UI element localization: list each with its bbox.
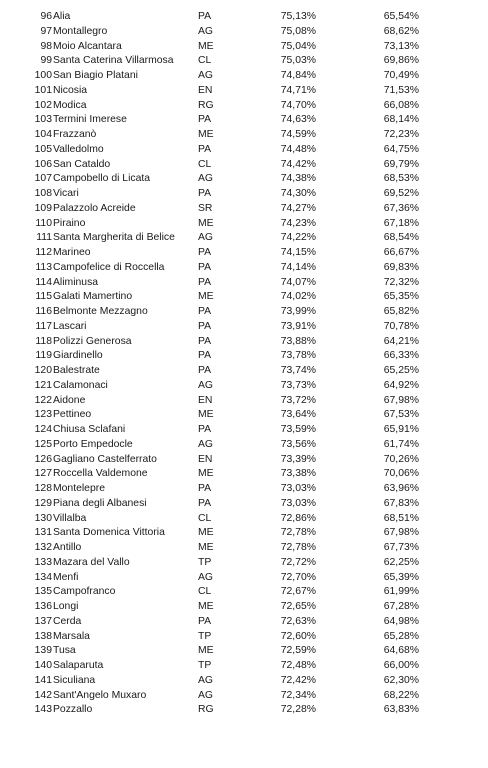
percentage-1-cell: 73,64% xyxy=(280,409,316,421)
percentage-2-cell: 73,13% xyxy=(383,40,419,52)
percentage-1-cell: 73,72% xyxy=(280,394,316,406)
percentage-2-cell: 67,98% xyxy=(383,527,419,539)
table-row xyxy=(0,408,488,423)
percentage-2-cell: 72,32% xyxy=(383,276,419,288)
table-row xyxy=(0,99,488,114)
rank-cell: 120 xyxy=(34,365,52,376)
province-cell: AG xyxy=(198,173,214,185)
rank-cell: 99 xyxy=(40,55,52,67)
rank-cell: 109 xyxy=(34,202,52,214)
table-row xyxy=(0,217,488,232)
percentage-2-cell: 62,30% xyxy=(383,674,419,686)
table-row xyxy=(0,246,488,261)
rank-cell: 125 xyxy=(34,438,52,450)
rank-cell: 134 xyxy=(34,571,52,583)
rank-cell: 140 xyxy=(34,660,52,671)
province-cell: PA xyxy=(198,143,212,155)
municipality-name-cell: Mazara del Vallo xyxy=(53,556,130,568)
percentage-1-cell: 74,07% xyxy=(280,276,316,288)
province-cell: CL xyxy=(198,512,212,524)
rank-cell: 118 xyxy=(35,335,52,347)
rank-cell: 102 xyxy=(34,99,52,111)
municipality-name-cell: Alia xyxy=(53,11,71,22)
percentage-1-cell: 73,39% xyxy=(280,453,316,465)
table-row xyxy=(0,10,488,25)
table-row xyxy=(0,659,488,674)
percentage-2-cell: 65,39% xyxy=(383,571,419,583)
municipality-name-cell: Porto Empedocle xyxy=(53,438,133,450)
table-row xyxy=(0,423,488,438)
rank-cell: 106 xyxy=(34,158,52,170)
table-row xyxy=(0,438,488,453)
percentage-1-cell: 73,03% xyxy=(280,483,316,494)
percentage-1-cell: 72,28% xyxy=(280,704,316,716)
province-cell: ME xyxy=(198,217,214,229)
table-row xyxy=(0,526,488,541)
province-cell: ME xyxy=(198,527,214,539)
municipality-table xyxy=(0,10,488,718)
percentage-1-cell: 74,48% xyxy=(280,143,316,155)
table-row xyxy=(0,497,488,512)
percentage-1-cell: 74,70% xyxy=(280,99,316,111)
percentage-2-cell: 64,21% xyxy=(383,335,419,347)
municipality-name-cell: Piraino xyxy=(53,217,86,229)
percentage-1-cell: 74,84% xyxy=(280,70,316,81)
percentage-2-cell: 68,53% xyxy=(383,173,419,185)
table-row xyxy=(0,467,488,482)
municipality-name-cell: Santa Caterina Villarmosa xyxy=(53,55,174,67)
rank-cell: 115 xyxy=(35,291,52,303)
province-cell: SR xyxy=(198,202,213,214)
table-row xyxy=(0,187,488,202)
table-row xyxy=(0,630,488,645)
municipality-name-cell: Giardinello xyxy=(53,350,103,362)
table-row xyxy=(0,644,488,659)
percentage-2-cell: 64,68% xyxy=(383,645,419,657)
percentage-1-cell: 72,72% xyxy=(280,556,316,568)
province-cell: ME xyxy=(198,409,214,421)
table-row xyxy=(0,571,488,586)
rank-cell: 123 xyxy=(34,409,52,421)
municipality-name-cell: Menfi xyxy=(53,571,79,583)
percentage-2-cell: 61,74% xyxy=(383,438,419,450)
percentage-2-cell: 65,91% xyxy=(383,424,419,435)
province-cell: AG xyxy=(198,232,214,244)
municipality-name-cell: Galati Mamertino xyxy=(53,291,133,303)
municipality-name-cell: Marsala xyxy=(53,630,90,642)
percentage-1-cell: 72,78% xyxy=(280,542,316,553)
table-row xyxy=(0,585,488,600)
percentage-2-cell: 67,28% xyxy=(383,601,419,612)
rank-cell: 135 xyxy=(34,586,52,598)
province-cell: ME xyxy=(198,645,214,657)
percentage-1-cell: 73,74% xyxy=(280,365,316,376)
province-cell: PA xyxy=(198,365,212,376)
municipality-name-cell: Gagliano Castelferrato xyxy=(53,453,157,465)
rank-cell: 107 xyxy=(34,173,52,185)
rank-cell: 111 xyxy=(36,232,52,244)
table-row xyxy=(0,335,488,350)
municipality-name-cell: San Biagio Platani xyxy=(53,70,138,81)
table-row xyxy=(0,703,488,718)
province-cell: PA xyxy=(198,306,212,317)
percentage-2-cell: 65,35% xyxy=(383,291,419,303)
percentage-2-cell: 68,54% xyxy=(383,232,419,244)
municipality-name-cell: Aidone xyxy=(53,394,86,406)
percentage-1-cell: 72,63% xyxy=(280,615,316,627)
municipality-name-cell: Longi xyxy=(53,601,79,612)
rank-cell: 131 xyxy=(34,527,52,539)
rank-cell: 110 xyxy=(35,217,52,229)
percentage-2-cell: 65,54% xyxy=(383,11,419,22)
percentage-1-cell: 72,59% xyxy=(280,645,316,657)
percentage-1-cell: 72,86% xyxy=(280,512,316,524)
table-row xyxy=(0,394,488,409)
percentage-1-cell: 72,60% xyxy=(280,630,316,642)
province-cell: AG xyxy=(198,25,214,37)
percentage-1-cell: 72,48% xyxy=(280,660,316,671)
table-row xyxy=(0,231,488,246)
percentage-2-cell: 70,06% xyxy=(383,468,419,480)
table-row xyxy=(0,143,488,158)
percentage-2-cell: 71,53% xyxy=(383,84,419,96)
municipality-name-cell: Palazzolo Acreide xyxy=(53,202,136,214)
municipality-name-cell: Aliminusa xyxy=(53,276,99,288)
rank-cell: 105 xyxy=(34,143,52,155)
rank-cell: 127 xyxy=(34,468,52,480)
province-cell: EN xyxy=(198,394,213,406)
province-cell: TP xyxy=(198,660,212,671)
province-cell: TP xyxy=(198,630,212,642)
table-row xyxy=(0,25,488,40)
percentage-1-cell: 75,04% xyxy=(280,40,316,52)
table-row xyxy=(0,172,488,187)
province-cell: PA xyxy=(198,114,212,126)
percentage-1-cell: 74,63% xyxy=(280,114,316,126)
percentage-1-cell: 74,42% xyxy=(280,158,316,170)
table-row xyxy=(0,674,488,689)
percentage-2-cell: 72,23% xyxy=(383,129,419,140)
province-cell: PA xyxy=(198,11,212,22)
province-cell: PA xyxy=(198,424,212,435)
municipality-name-cell: Valledolmo xyxy=(53,143,104,155)
municipality-name-cell: San Cataldo xyxy=(53,158,111,170)
percentage-1-cell: 74,22% xyxy=(280,232,316,244)
rank-cell: 141 xyxy=(34,674,52,686)
rank-cell: 132 xyxy=(34,542,52,553)
table-row xyxy=(0,54,488,69)
rank-cell: 122 xyxy=(34,394,52,406)
province-cell: RG xyxy=(198,99,214,111)
province-cell: AG xyxy=(198,379,214,391)
percentage-2-cell: 65,25% xyxy=(383,365,419,376)
percentage-2-cell: 67,18% xyxy=(383,217,419,229)
percentage-1-cell: 72,67% xyxy=(280,586,316,598)
percentage-1-cell: 73,73% xyxy=(280,379,316,391)
percentage-2-cell: 63,83% xyxy=(383,704,419,716)
province-cell: AG xyxy=(198,70,214,81)
municipality-name-cell: Sant'Angelo Muxaro xyxy=(53,689,147,701)
province-cell: RG xyxy=(198,704,214,716)
percentage-1-cell: 72,70% xyxy=(280,571,316,583)
province-cell: TP xyxy=(198,556,212,568)
province-cell: AG xyxy=(198,571,214,583)
municipality-name-cell: Vicari xyxy=(53,188,79,199)
rank-cell: 129 xyxy=(34,497,52,509)
province-cell: PA xyxy=(198,261,212,273)
province-cell: ME xyxy=(198,601,214,612)
municipality-name-cell: Termini Imerese xyxy=(53,114,127,126)
municipality-name-cell: Nicosia xyxy=(53,84,88,96)
percentage-1-cell: 74,59% xyxy=(280,129,316,140)
province-cell: PA xyxy=(198,247,212,258)
municipality-name-cell: Calamonaci xyxy=(53,379,108,391)
rank-cell: 100 xyxy=(34,70,52,81)
rank-cell: 138 xyxy=(34,630,52,642)
percentage-2-cell: 64,75% xyxy=(383,143,419,155)
percentage-2-cell: 69,83% xyxy=(383,261,419,273)
percentage-1-cell: 74,30% xyxy=(280,188,316,199)
percentage-1-cell: 72,34% xyxy=(280,689,316,701)
province-cell: PA xyxy=(198,335,212,347)
rank-cell: 113 xyxy=(35,261,52,273)
municipality-name-cell: Antillo xyxy=(53,542,82,553)
table-row xyxy=(0,113,488,128)
province-cell: PA xyxy=(198,615,212,627)
percentage-1-cell: 74,23% xyxy=(280,217,316,229)
province-cell: PA xyxy=(198,276,212,288)
percentage-1-cell: 74,27% xyxy=(280,202,316,214)
rank-cell: 108 xyxy=(34,188,52,199)
municipality-name-cell: Frazzanò xyxy=(53,129,97,140)
municipality-name-cell: Campofranco xyxy=(53,586,116,598)
municipality-name-cell: Chiusa Sclafani xyxy=(53,424,126,435)
municipality-name-cell: Piana degli Albanesi xyxy=(53,497,147,509)
province-cell: PA xyxy=(198,350,212,362)
percentage-2-cell: 70,78% xyxy=(383,320,419,332)
rank-cell: 133 xyxy=(34,556,52,568)
table-row xyxy=(0,556,488,571)
table-row xyxy=(0,158,488,173)
province-cell: PA xyxy=(198,497,212,509)
percentage-2-cell: 63,96% xyxy=(383,483,419,494)
percentage-1-cell: 73,88% xyxy=(280,335,316,347)
percentage-2-cell: 66,67% xyxy=(383,247,419,258)
percentage-2-cell: 69,86% xyxy=(383,55,419,67)
percentage-2-cell: 62,25% xyxy=(383,556,419,568)
table-row xyxy=(0,615,488,630)
table-row xyxy=(0,482,488,497)
rank-cell: 136 xyxy=(34,601,52,612)
province-cell: EN xyxy=(198,453,213,465)
rank-cell: 104 xyxy=(34,129,52,140)
province-cell: ME xyxy=(198,542,214,553)
municipality-name-cell: Salaparuta xyxy=(53,660,104,671)
municipality-name-cell: Modica xyxy=(53,99,87,111)
municipality-name-cell: Siculiana xyxy=(53,674,96,686)
province-cell: ME xyxy=(198,468,214,480)
table-row xyxy=(0,128,488,143)
municipality-name-cell: Balestrate xyxy=(53,365,100,376)
percentage-2-cell: 70,49% xyxy=(383,70,419,81)
province-cell: CL xyxy=(198,55,212,67)
province-cell: CL xyxy=(198,158,212,170)
percentage-1-cell: 72,42% xyxy=(280,674,316,686)
municipality-name-cell: Campofelice di Roccella xyxy=(53,261,165,273)
province-cell: EN xyxy=(198,84,213,96)
rank-cell: 117 xyxy=(35,320,52,332)
percentage-1-cell: 73,03% xyxy=(280,497,316,509)
rank-cell: 142 xyxy=(34,689,52,701)
table-row xyxy=(0,276,488,291)
percentage-1-cell: 73,56% xyxy=(280,438,316,450)
municipality-name-cell: Cerda xyxy=(53,615,82,627)
province-cell: PA xyxy=(198,188,212,199)
municipality-name-cell: Pozzallo xyxy=(53,704,93,716)
rank-cell: 143 xyxy=(34,704,52,716)
table-row xyxy=(0,689,488,704)
percentage-2-cell: 67,83% xyxy=(383,497,419,509)
percentage-2-cell: 66,33% xyxy=(383,350,419,362)
percentage-1-cell: 74,71% xyxy=(280,84,316,96)
rank-cell: 128 xyxy=(34,483,52,494)
rank-cell: 103 xyxy=(34,114,52,126)
table-row xyxy=(0,40,488,55)
province-cell: AG xyxy=(198,674,214,686)
rank-cell: 114 xyxy=(35,276,52,288)
table-row xyxy=(0,290,488,305)
percentage-2-cell: 66,08% xyxy=(383,99,419,111)
table-row xyxy=(0,453,488,468)
percentage-1-cell: 73,91% xyxy=(280,320,316,332)
table-row xyxy=(0,69,488,84)
percentage-2-cell: 67,53% xyxy=(383,409,419,421)
percentage-1-cell: 74,14% xyxy=(280,261,316,273)
province-cell: ME xyxy=(198,40,214,52)
table-row xyxy=(0,261,488,276)
percentage-2-cell: 68,22% xyxy=(383,689,419,701)
municipality-name-cell: Montelepre xyxy=(53,483,105,494)
percentage-2-cell: 67,73% xyxy=(383,542,419,553)
percentage-2-cell: 68,51% xyxy=(383,512,419,524)
percentage-2-cell: 67,98% xyxy=(383,394,419,406)
percentage-1-cell: 72,65% xyxy=(280,601,316,612)
table-row xyxy=(0,541,488,556)
municipality-name-cell: Campobello di Licata xyxy=(53,173,151,185)
percentage-2-cell: 64,92% xyxy=(383,379,419,391)
rank-cell: 98 xyxy=(40,40,52,52)
municipality-name-cell: Moio Alcantara xyxy=(53,40,122,52)
province-cell: PA xyxy=(198,483,212,494)
table-row xyxy=(0,379,488,394)
municipality-name-cell: Villalba xyxy=(53,512,87,524)
municipality-name-cell: Santa Margherita di Belice xyxy=(53,232,175,244)
municipality-name-cell: Lascari xyxy=(53,320,87,332)
percentage-2-cell: 66,00% xyxy=(383,660,419,671)
percentage-2-cell: 61,99% xyxy=(383,586,419,598)
municipality-name-cell: Montallegro xyxy=(53,25,108,37)
rank-cell: 130 xyxy=(34,512,52,524)
table-row xyxy=(0,320,488,335)
rank-cell: 112 xyxy=(35,247,52,258)
rank-cell: 101 xyxy=(34,84,52,96)
percentage-1-cell: 75,13% xyxy=(280,11,316,22)
percentage-2-cell: 65,82% xyxy=(383,306,419,317)
percentage-2-cell: 68,14% xyxy=(383,114,419,126)
table-row xyxy=(0,600,488,615)
percentage-1-cell: 75,08% xyxy=(280,25,316,37)
percentage-2-cell: 69,79% xyxy=(383,158,419,170)
percentage-1-cell: 73,59% xyxy=(280,424,316,435)
municipality-name-cell: Pettineo xyxy=(53,409,92,421)
table-row xyxy=(0,349,488,364)
rank-cell: 116 xyxy=(35,306,52,317)
province-cell: CL xyxy=(198,586,212,598)
percentage-1-cell: 73,78% xyxy=(280,350,316,362)
municipality-name-cell: Santa Domenica Vittoria xyxy=(53,527,165,539)
municipality-name-cell: Polizzi Generosa xyxy=(53,335,132,347)
percentage-1-cell: 74,38% xyxy=(280,173,316,185)
percentage-1-cell: 73,99% xyxy=(280,306,316,317)
table-row xyxy=(0,512,488,527)
table-row xyxy=(0,84,488,99)
percentage-1-cell: 75,03% xyxy=(280,55,316,67)
province-cell: ME xyxy=(198,129,214,140)
percentage-2-cell: 65,28% xyxy=(383,630,419,642)
municipality-name-cell: Roccella Valdemone xyxy=(53,468,148,480)
municipality-name-cell: Marineo xyxy=(53,247,91,258)
municipality-name-cell: Tusa xyxy=(53,645,76,657)
province-cell: AG xyxy=(198,438,214,450)
percentage-1-cell: 74,15% xyxy=(280,247,316,258)
table-row xyxy=(0,364,488,379)
municipality-name-cell: Belmonte Mezzagno xyxy=(53,306,148,317)
rank-cell: 121 xyxy=(34,379,52,391)
table-row xyxy=(0,305,488,320)
percentage-2-cell: 70,26% xyxy=(383,453,419,465)
percentage-2-cell: 68,62% xyxy=(383,25,419,37)
rank-cell: 126 xyxy=(34,453,52,465)
table-row xyxy=(0,202,488,217)
province-cell: ME xyxy=(198,291,214,303)
percentage-2-cell: 67,36% xyxy=(383,202,419,214)
percentage-2-cell: 64,98% xyxy=(383,615,419,627)
province-cell: AG xyxy=(198,689,214,701)
rank-cell: 97 xyxy=(40,25,52,37)
rank-cell: 137 xyxy=(34,615,52,627)
percentage-2-cell: 69,52% xyxy=(383,188,419,199)
percentage-1-cell: 73,38% xyxy=(280,468,316,480)
rank-cell: 139 xyxy=(34,645,52,657)
province-cell: PA xyxy=(198,320,212,332)
rank-cell: 96 xyxy=(40,11,52,22)
percentage-1-cell: 72,78% xyxy=(280,527,316,539)
percentage-1-cell: 74,02% xyxy=(280,291,316,303)
rank-cell: 119 xyxy=(35,350,52,362)
rank-cell: 124 xyxy=(34,424,52,435)
